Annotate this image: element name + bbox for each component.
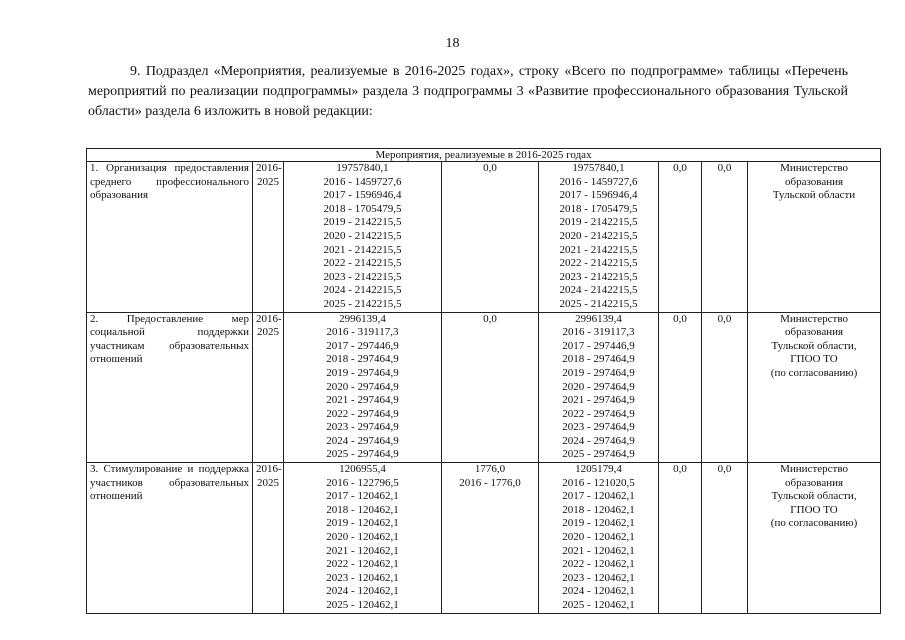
total-funding-line: 2019 - 2142215,5 <box>323 216 402 229</box>
total-funding-line: 2018 - 297464,9 <box>326 353 399 366</box>
regional-funding-line: 2023 - 2142215,5 <box>559 270 638 283</box>
regional-funding-line: 2019 - 120462,1 <box>562 517 635 530</box>
total-funding <box>284 312 442 463</box>
page-number: 18 <box>445 36 460 51</box>
federal-funding-line: 1776,0 <box>474 463 506 476</box>
period-cell-line: 2016- <box>256 162 282 174</box>
regional-funding-line: 2025 - 2142215,5 <box>559 297 638 310</box>
executor-cell-line: Тульской области, <box>771 490 857 503</box>
executor-cell-line: Тульской области <box>772 189 856 202</box>
regional-funding-line: 2017 - 297446,9 <box>562 339 635 352</box>
period-cell-line: 2025 <box>257 326 279 339</box>
regional-funding-line: 2024 - 120462,1 <box>562 585 635 598</box>
total-funding-line: 2024 - 2142215,5 <box>323 284 402 297</box>
total-funding-line: 2021 - 297464,9 <box>326 394 399 407</box>
regional-funding-line: 2016 - 1459727,6 <box>559 175 638 188</box>
regional-funding-line: 2023 - 120462,1 <box>562 571 635 584</box>
table-row <box>87 312 881 463</box>
total-funding-line: 2019 - 120462,1 <box>326 517 399 530</box>
period-cell-line: 2025 <box>257 476 279 489</box>
regional-funding-line: 2019 - 297464,9 <box>562 366 635 379</box>
period-cell <box>253 312 284 463</box>
total-funding-line: 2022 - 297464,9 <box>326 407 399 420</box>
executor-cell-line: образования <box>785 476 844 489</box>
total-funding-line: 2024 - 297464,9 <box>326 434 399 447</box>
federal-funding <box>442 463 539 614</box>
table-header-row <box>87 149 881 162</box>
regional-funding-line: 2018 - 297464,9 <box>562 353 635 366</box>
total-funding-line: 2016 - 122796,5 <box>326 476 399 489</box>
total-funding-line: 2023 - 2142215,5 <box>323 270 402 283</box>
federal-funding <box>442 162 539 313</box>
total-funding <box>284 463 442 614</box>
extra-funding <box>702 162 748 313</box>
municipal-funding <box>659 162 702 313</box>
regional-funding-line: 2996139,4 <box>575 312 622 325</box>
extra-funding <box>702 463 748 614</box>
total-funding-line: 2020 - 297464,9 <box>326 380 399 393</box>
federal-funding <box>442 312 539 463</box>
municipal-funding <box>659 312 702 463</box>
executor-cell-line: Министерство <box>780 312 848 325</box>
regional-funding-line: 2018 - 120462,1 <box>562 503 635 516</box>
regional-funding-line: 2022 - 297464,9 <box>562 407 635 420</box>
total-funding-line: 2018 - 1705479,5 <box>323 202 402 215</box>
executor-cell-line: Тульской области, <box>771 339 857 352</box>
municipal-funding-line: 0,0 <box>673 463 687 476</box>
total-funding-line: 2023 - 120462,1 <box>326 571 399 584</box>
federal-funding-line: 2016 - 1776,0 <box>459 476 521 489</box>
total-funding-line: 1206955,4 <box>339 463 386 476</box>
executor-cell-line: (по согласованию) <box>770 517 858 530</box>
total-funding <box>284 162 442 313</box>
executor-cell <box>748 463 881 614</box>
total-funding-line: 2996139,4 <box>339 312 386 325</box>
total-funding-line: 2020 - 120462,1 <box>326 531 399 544</box>
regional-funding-line: 2020 - 2142215,5 <box>559 229 638 242</box>
executor-cell-line: ГПОО ТО <box>790 353 838 366</box>
intro-paragraph: 9. Подраздел «Мероприятия, реализуемые в 2016-2025 годах», строку «Всего по подпрограмме» таблицы «Перечень мероприятий по реализации подпрограммы» раздела 3 подпрограммы 3 «Развитие профессионального образования Тульской области» раздела 6 изложить в новой редакции: <box>88 64 848 119</box>
total-funding-line: 2024 - 120462,1 <box>326 585 399 598</box>
regional-funding-line: 2023 - 297464,9 <box>562 421 635 434</box>
measures-table <box>86 148 881 614</box>
regional-funding-line: 2024 - 2142215,5 <box>559 284 638 297</box>
total-funding-line: 2020 - 2142215,5 <box>323 229 402 242</box>
regional-funding-line: 2019 - 2142215,5 <box>559 216 638 229</box>
total-funding-line: 2022 - 2142215,5 <box>323 257 402 270</box>
regional-funding-line: 2020 - 297464,9 <box>562 380 635 393</box>
executor-cell <box>748 162 881 313</box>
total-funding-line: 2025 - 120462,1 <box>326 599 399 611</box>
regional-funding-line: 2017 - 1596946,4 <box>559 189 638 202</box>
regional-funding-line: 2025 - 297464,9 <box>562 448 635 461</box>
period-cell <box>253 162 284 313</box>
federal-funding-line: 0,0 <box>483 162 497 174</box>
total-funding-line: 2017 - 1596946,4 <box>323 189 402 202</box>
table-header: Мероприятия, реализуемые в 2016-2025 годах <box>87 149 881 162</box>
regional-funding-line: 2025 - 120462,1 <box>562 599 635 611</box>
regional-funding-line: 2016 - 319117,3 <box>562 326 635 339</box>
municipal-funding-line: 0,0 <box>673 312 687 325</box>
regional-funding <box>539 312 659 463</box>
total-funding-line: 2018 - 120462,1 <box>326 503 399 516</box>
measure-name: 2. Предоставление мер социальной поддержки участникам образовательных отношений <box>87 312 253 463</box>
executor-cell-line: образования <box>785 326 844 339</box>
extra-funding-line: 0,0 <box>717 312 732 325</box>
measure-name: 1. Организация предоставления среднего профессионального образования <box>87 162 253 313</box>
period-cell <box>253 463 284 614</box>
extra-funding <box>702 312 748 463</box>
regional-funding-line: 2022 - 120462,1 <box>562 558 635 571</box>
regional-funding-line: 2020 - 120462,1 <box>562 531 635 544</box>
regional-funding-line: 2021 - 297464,9 <box>562 394 635 407</box>
executor-cell-line: Министерство <box>780 162 848 174</box>
regional-funding-line: 2021 - 120462,1 <box>562 544 635 557</box>
period-cell-line: 2025 <box>257 175 279 188</box>
total-funding-line: 2016 - 319117,3 <box>326 326 399 339</box>
regional-funding <box>539 463 659 614</box>
executor-cell-line: ГПОО ТО <box>790 503 838 516</box>
regional-funding-line: 2017 - 120462,1 <box>562 490 635 503</box>
municipal-funding-line: 0,0 <box>673 162 687 174</box>
regional-funding-line: 2016 - 121020,5 <box>562 476 635 489</box>
total-funding-line: 2021 - 2142215,5 <box>323 243 402 256</box>
regional-funding-line: 2022 - 2142215,5 <box>559 257 638 270</box>
total-funding-line: 2017 - 297446,9 <box>326 339 399 352</box>
total-funding-line: 2022 - 120462,1 <box>326 558 399 571</box>
period-cell-line: 2016- <box>256 463 282 476</box>
table-row <box>87 162 881 313</box>
regional-funding-line: 2024 - 297464,9 <box>562 434 635 447</box>
regional-funding-line: 19757840,1 <box>572 162 625 174</box>
period-cell-line: 2016- <box>256 312 282 325</box>
executor-cell-line: (по согласованию) <box>770 366 858 379</box>
table-row <box>87 463 881 614</box>
extra-funding-line: 0,0 <box>717 162 732 174</box>
executor-cell-line: Министерство <box>780 463 848 476</box>
regional-funding-line: 2018 - 1705479,5 <box>559 202 638 215</box>
extra-funding-line: 0,0 <box>717 463 732 476</box>
total-funding-line: 2025 - 297464,9 <box>326 448 399 461</box>
federal-funding-line: 0,0 <box>483 312 497 325</box>
total-funding-line: 2019 - 297464,9 <box>326 366 399 379</box>
total-funding-line: 2016 - 1459727,6 <box>323 175 402 188</box>
total-funding-line: 2017 - 120462,1 <box>326 490 399 503</box>
total-funding-line: 2021 - 120462,1 <box>326 544 399 557</box>
municipal-funding <box>659 463 702 614</box>
regional-funding-line: 1205179,4 <box>575 463 622 476</box>
executor-cell-line: образования <box>785 175 844 188</box>
total-funding-line: 2025 - 2142215,5 <box>323 297 402 310</box>
executor-cell <box>748 312 881 463</box>
total-funding-line: 2023 - 297464,9 <box>326 421 399 434</box>
measure-name: 3. Стимулирование и поддержка участников образовательных отношений <box>87 463 253 614</box>
regional-funding <box>539 162 659 313</box>
regional-funding-line: 2021 - 2142215,5 <box>559 243 638 256</box>
total-funding-line: 19757840,1 <box>336 162 389 174</box>
